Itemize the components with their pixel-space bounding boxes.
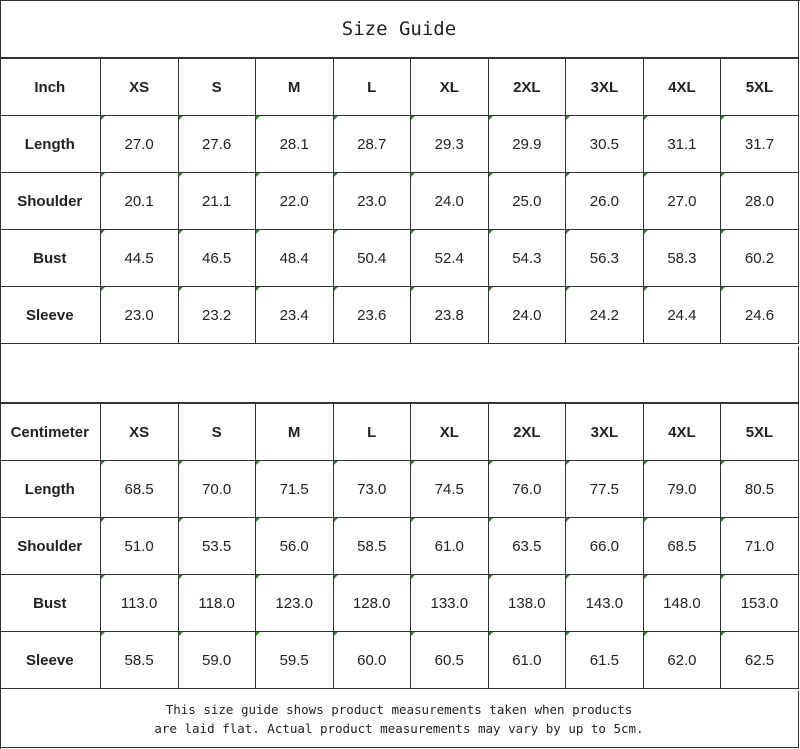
measurement-value: 21.1: [178, 173, 255, 230]
measurement-value: 28.7: [333, 116, 410, 173]
measurement-value: 59.5: [255, 632, 333, 689]
measurement-value: 62.0: [643, 632, 720, 689]
measurement-value: 63.5: [488, 518, 565, 575]
measurement-value: 27.6: [178, 116, 255, 173]
note-line-1: This size guide shows product measurements taken when products: [165, 702, 633, 717]
size-header: XS: [100, 59, 178, 116]
measurement-value: 113.0: [100, 575, 178, 632]
measurement-value: 59.0: [178, 632, 255, 689]
size-header: L: [333, 59, 410, 116]
table-row: [0, 575, 799, 632]
size-header: 4XL: [643, 59, 720, 116]
size-header: XL: [410, 59, 488, 116]
measurement-value: 138.0: [488, 575, 565, 632]
measurement-value: 31.7: [720, 116, 798, 173]
measurement-value: 77.5: [565, 461, 643, 518]
measurement-value: 143.0: [565, 575, 643, 632]
measurement-value: 29.3: [410, 116, 488, 173]
measurement-value: 71.0: [720, 518, 798, 575]
table-row: [0, 173, 799, 230]
size-header: 2XL: [488, 404, 565, 461]
measurement-value: 56.3: [565, 230, 643, 287]
measurement-value: 80.5: [720, 461, 798, 518]
measurement-value: 28.1: [255, 116, 333, 173]
measurement-label: Bust: [0, 575, 100, 632]
size-header: 2XL: [488, 59, 565, 116]
inch-size-table: [0, 58, 799, 344]
measurement-value: 53.5: [178, 518, 255, 575]
measurement-value: 48.4: [255, 230, 333, 287]
measurement-value: 133.0: [410, 575, 488, 632]
measurement-value: 128.0: [333, 575, 410, 632]
table-row: [0, 518, 799, 575]
measurement-value: 23.6: [333, 287, 410, 344]
measurement-value: 24.0: [410, 173, 488, 230]
measurement-value: 58.5: [333, 518, 410, 575]
measurement-value: 23.2: [178, 287, 255, 344]
measurement-value: 20.1: [100, 173, 178, 230]
size-header: XS: [100, 404, 178, 461]
measurement-value: 30.5: [565, 116, 643, 173]
measurement-label: Sleeve: [0, 632, 100, 689]
measurement-value: 50.4: [333, 230, 410, 287]
measurement-value: 51.0: [100, 518, 178, 575]
measurement-value: 23.8: [410, 287, 488, 344]
measurement-value: 74.5: [410, 461, 488, 518]
measurement-value: 61.0: [410, 518, 488, 575]
measurement-value: 44.5: [100, 230, 178, 287]
page-title: Size Guide: [0, 0, 799, 58]
unit-label: Inch: [0, 59, 100, 116]
measurement-value: 153.0: [720, 575, 798, 632]
measurement-value: 58.3: [643, 230, 720, 287]
table-row: [0, 461, 799, 518]
measurement-value: 27.0: [100, 116, 178, 173]
measurement-label: Length: [0, 461, 100, 518]
measurement-label: Shoulder: [0, 173, 100, 230]
note-line-2: are laid flat. Actual product measurements may vary by up to 5cm.: [154, 721, 644, 736]
measurement-value: 118.0: [178, 575, 255, 632]
centimeter-size-table: [0, 403, 799, 689]
size-header: L: [333, 404, 410, 461]
measurement-value: 71.5: [255, 461, 333, 518]
measurement-value: 60.0: [333, 632, 410, 689]
measurement-value: 46.5: [178, 230, 255, 287]
measurement-value: 23.0: [333, 173, 410, 230]
measurement-value: 24.0: [488, 287, 565, 344]
measurement-value: 24.6: [720, 287, 798, 344]
measurement-value: 61.5: [565, 632, 643, 689]
size-header: 4XL: [643, 404, 720, 461]
measurement-value: 66.0: [565, 518, 643, 575]
size-header: 5XL: [720, 59, 798, 116]
measurement-value: 58.5: [100, 632, 178, 689]
measurement-value: 24.2: [565, 287, 643, 344]
table-row: [0, 287, 799, 344]
measurement-value: 26.0: [565, 173, 643, 230]
measurement-value: 27.0: [643, 173, 720, 230]
measurement-value: 148.0: [643, 575, 720, 632]
table-row: [0, 230, 799, 287]
measurement-note: [0, 691, 799, 748]
measurement-value: 28.0: [720, 173, 798, 230]
measurement-label: Shoulder: [0, 518, 100, 575]
header-row: [0, 59, 799, 116]
measurement-value: 31.1: [643, 116, 720, 173]
size-header: 3XL: [565, 59, 643, 116]
measurement-label: Sleeve: [0, 287, 100, 344]
measurement-value: 68.5: [643, 518, 720, 575]
size-header: S: [178, 59, 255, 116]
measurement-value: 70.0: [178, 461, 255, 518]
measurement-value: 54.3: [488, 230, 565, 287]
measurement-value: 23.0: [100, 287, 178, 344]
measurement-value: 73.0: [333, 461, 410, 518]
size-header: S: [178, 404, 255, 461]
size-header: XL: [410, 404, 488, 461]
measurement-value: 24.4: [643, 287, 720, 344]
measurement-value: 60.5: [410, 632, 488, 689]
size-header: 5XL: [720, 404, 798, 461]
measurement-label: Bust: [0, 230, 100, 287]
unit-label: Centimeter: [0, 404, 100, 461]
measurement-value: 68.5: [100, 461, 178, 518]
measurement-value: 76.0: [488, 461, 565, 518]
size-header: M: [255, 59, 333, 116]
header-row: [0, 404, 799, 461]
measurement-value: 23.4: [255, 287, 333, 344]
measurement-label: Length: [0, 116, 100, 173]
size-header: M: [255, 404, 333, 461]
measurement-value: 62.5: [720, 632, 798, 689]
measurement-value: 52.4: [410, 230, 488, 287]
table-spacer: [0, 346, 799, 403]
measurement-value: 123.0: [255, 575, 333, 632]
measurement-value: 79.0: [643, 461, 720, 518]
measurement-value: 29.9: [488, 116, 565, 173]
measurement-value: 25.0: [488, 173, 565, 230]
measurement-value: 56.0: [255, 518, 333, 575]
measurement-value: 61.0: [488, 632, 565, 689]
table-row: [0, 116, 799, 173]
measurement-value: 22.0: [255, 173, 333, 230]
table-row: [0, 632, 799, 689]
size-header: 3XL: [565, 404, 643, 461]
measurement-value: 60.2: [720, 230, 798, 287]
